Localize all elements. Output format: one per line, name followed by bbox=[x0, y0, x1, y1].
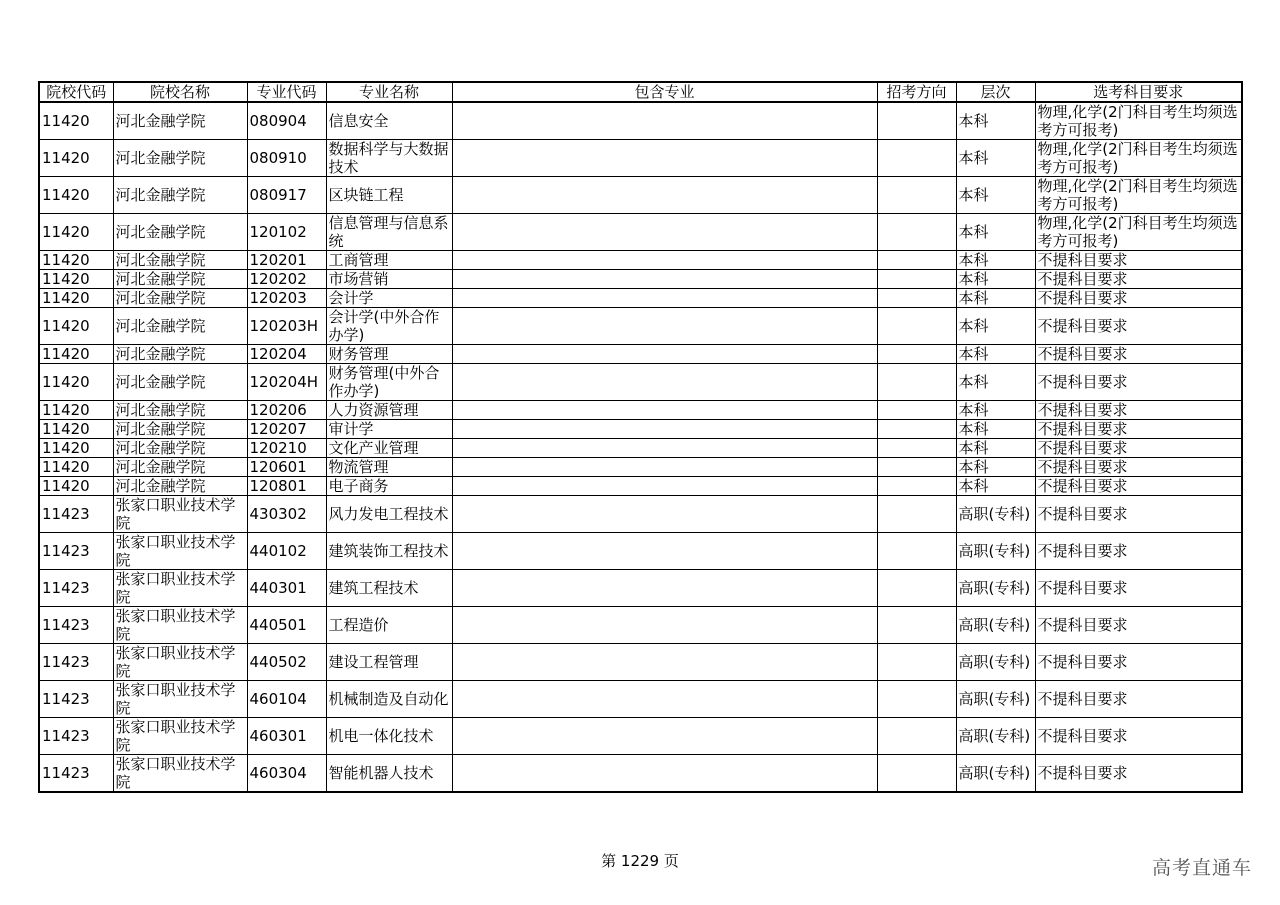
table-row bbox=[39, 439, 1242, 458]
included-majors-cell bbox=[452, 718, 877, 755]
included-majors-cell bbox=[452, 177, 877, 214]
major-code-cell: 440502 bbox=[247, 644, 326, 681]
direction-cell bbox=[877, 570, 956, 607]
included-majors-cell bbox=[452, 681, 877, 718]
included-majors-cell bbox=[452, 439, 877, 458]
school-name-cell: 张家口职业技术学院 bbox=[113, 607, 247, 644]
school-name-cell: 张家口职业技术学院 bbox=[113, 644, 247, 681]
school-code-cell: 11423 bbox=[39, 496, 113, 533]
header-level: 层次 bbox=[956, 82, 1035, 102]
table-row bbox=[39, 214, 1242, 251]
level-cell: 高职(专科) bbox=[956, 496, 1035, 533]
direction-cell bbox=[877, 533, 956, 570]
major-name-cell: 数据科学与大数据技术 bbox=[326, 140, 452, 177]
major-name-cell: 建设工程管理 bbox=[326, 644, 452, 681]
school-name-cell: 河北金融学院 bbox=[113, 140, 247, 177]
table-body bbox=[39, 102, 1242, 792]
school-code-cell: 11420 bbox=[39, 140, 113, 177]
subject-requirement-cell: 不提科目要求 bbox=[1035, 533, 1242, 570]
school-name-cell: 河北金融学院 bbox=[113, 477, 247, 496]
school-code-cell: 11420 bbox=[39, 364, 113, 401]
school-name-cell: 河北金融学院 bbox=[113, 102, 247, 140]
school-name-cell: 河北金融学院 bbox=[113, 177, 247, 214]
table-row bbox=[39, 177, 1242, 214]
subject-requirement-cell: 不提科目要求 bbox=[1035, 270, 1242, 289]
major-code-cell: 120203H bbox=[247, 308, 326, 345]
level-cell: 本科 bbox=[956, 345, 1035, 364]
major-code-cell: 120202 bbox=[247, 270, 326, 289]
school-code-cell: 11420 bbox=[39, 270, 113, 289]
major-name-cell: 风力发电工程技术 bbox=[326, 496, 452, 533]
included-majors-cell bbox=[452, 214, 877, 251]
level-cell: 本科 bbox=[956, 364, 1035, 401]
table-row bbox=[39, 364, 1242, 401]
subject-requirement-cell: 不提科目要求 bbox=[1035, 308, 1242, 345]
level-cell: 本科 bbox=[956, 308, 1035, 345]
major-code-cell: 440301 bbox=[247, 570, 326, 607]
included-majors-cell bbox=[452, 458, 877, 477]
school-code-cell: 11420 bbox=[39, 401, 113, 420]
level-cell: 高职(专科) bbox=[956, 755, 1035, 793]
header-direction: 招考方向 bbox=[877, 82, 956, 102]
major-code-cell: 120210 bbox=[247, 439, 326, 458]
major-name-cell: 文化产业管理 bbox=[326, 439, 452, 458]
admissions-table bbox=[38, 81, 1243, 793]
included-majors-cell bbox=[452, 607, 877, 644]
school-name-cell: 张家口职业技术学院 bbox=[113, 681, 247, 718]
included-majors-cell bbox=[452, 755, 877, 793]
subject-requirement-cell: 不提科目要求 bbox=[1035, 681, 1242, 718]
school-code-cell: 11423 bbox=[39, 570, 113, 607]
level-cell: 高职(专科) bbox=[956, 681, 1035, 718]
direction-cell bbox=[877, 140, 956, 177]
included-majors-cell bbox=[452, 140, 877, 177]
subject-requirement-cell: 物理,化学(2门科目考生均须选考方可报考) bbox=[1035, 214, 1242, 251]
major-code-cell: 080917 bbox=[247, 177, 326, 214]
subject-requirement-cell: 不提科目要求 bbox=[1035, 364, 1242, 401]
major-name-cell: 区块链工程 bbox=[326, 177, 452, 214]
table-row bbox=[39, 140, 1242, 177]
subject-requirement-cell: 不提科目要求 bbox=[1035, 644, 1242, 681]
school-name-cell: 河北金融学院 bbox=[113, 214, 247, 251]
school-name-cell: 张家口职业技术学院 bbox=[113, 755, 247, 793]
subject-requirement-cell: 不提科目要求 bbox=[1035, 345, 1242, 364]
header-included-majors: 包含专业 bbox=[452, 82, 877, 102]
major-code-cell: 460304 bbox=[247, 755, 326, 793]
direction-cell bbox=[877, 102, 956, 140]
major-code-cell: 120203 bbox=[247, 289, 326, 308]
major-name-cell: 财务管理(中外合作办学) bbox=[326, 364, 452, 401]
direction-cell bbox=[877, 401, 956, 420]
major-code-cell: 120201 bbox=[247, 251, 326, 270]
subject-requirement-cell: 不提科目要求 bbox=[1035, 251, 1242, 270]
school-name-cell: 张家口职业技术学院 bbox=[113, 718, 247, 755]
school-code-cell: 11423 bbox=[39, 533, 113, 570]
included-majors-cell bbox=[452, 420, 877, 439]
level-cell: 本科 bbox=[956, 140, 1035, 177]
subject-requirement-cell: 不提科目要求 bbox=[1035, 607, 1242, 644]
level-cell: 本科 bbox=[956, 289, 1035, 308]
school-name-cell: 河北金融学院 bbox=[113, 308, 247, 345]
direction-cell bbox=[877, 458, 956, 477]
included-majors-cell bbox=[452, 345, 877, 364]
page-number: 第 1229 页 bbox=[601, 852, 679, 870]
direction-cell bbox=[877, 681, 956, 718]
header-school-name: 院校名称 bbox=[113, 82, 247, 102]
school-name-cell: 张家口职业技术学院 bbox=[113, 496, 247, 533]
major-name-cell: 电子商务 bbox=[326, 477, 452, 496]
major-name-cell: 物流管理 bbox=[326, 458, 452, 477]
included-majors-cell bbox=[452, 477, 877, 496]
subject-requirement-cell: 物理,化学(2门科目考生均须选考方可报考) bbox=[1035, 177, 1242, 214]
subject-requirement-cell: 不提科目要求 bbox=[1035, 570, 1242, 607]
direction-cell bbox=[877, 364, 956, 401]
level-cell: 高职(专科) bbox=[956, 570, 1035, 607]
school-name-cell: 河北金融学院 bbox=[113, 458, 247, 477]
direction-cell bbox=[877, 607, 956, 644]
school-code-cell: 11420 bbox=[39, 289, 113, 308]
level-cell: 本科 bbox=[956, 177, 1035, 214]
major-name-cell: 会计学 bbox=[326, 289, 452, 308]
direction-cell bbox=[877, 270, 956, 289]
direction-cell bbox=[877, 251, 956, 270]
major-code-cell: 120204 bbox=[247, 345, 326, 364]
included-majors-cell bbox=[452, 644, 877, 681]
major-name-cell: 建筑工程技术 bbox=[326, 570, 452, 607]
level-cell: 高职(专科) bbox=[956, 533, 1035, 570]
table-row bbox=[39, 607, 1242, 644]
table-row bbox=[39, 533, 1242, 570]
school-code-cell: 11423 bbox=[39, 681, 113, 718]
subject-requirement-cell: 物理,化学(2门科目考生均须选考方可报考) bbox=[1035, 140, 1242, 177]
major-name-cell: 审计学 bbox=[326, 420, 452, 439]
school-code-cell: 11420 bbox=[39, 251, 113, 270]
included-majors-cell bbox=[452, 251, 877, 270]
subject-requirement-cell: 不提科目要求 bbox=[1035, 755, 1242, 793]
major-name-cell: 信息管理与信息系统 bbox=[326, 214, 452, 251]
table-row bbox=[39, 477, 1242, 496]
major-code-cell: 120601 bbox=[247, 458, 326, 477]
included-majors-cell bbox=[452, 533, 877, 570]
level-cell: 高职(专科) bbox=[956, 644, 1035, 681]
direction-cell bbox=[877, 477, 956, 496]
direction-cell bbox=[877, 718, 956, 755]
major-code-cell: 460301 bbox=[247, 718, 326, 755]
major-code-cell: 120207 bbox=[247, 420, 326, 439]
direction-cell bbox=[877, 644, 956, 681]
major-name-cell: 人力资源管理 bbox=[326, 401, 452, 420]
table-row bbox=[39, 102, 1242, 140]
direction-cell bbox=[877, 345, 956, 364]
level-cell: 本科 bbox=[956, 401, 1035, 420]
school-name-cell: 河北金融学院 bbox=[113, 289, 247, 308]
level-cell: 高职(专科) bbox=[956, 718, 1035, 755]
table-row bbox=[39, 681, 1242, 718]
major-name-cell: 智能机器人技术 bbox=[326, 755, 452, 793]
table-row bbox=[39, 718, 1242, 755]
school-code-cell: 11420 bbox=[39, 477, 113, 496]
major-name-cell: 工商管理 bbox=[326, 251, 452, 270]
school-code-cell: 11420 bbox=[39, 458, 113, 477]
school-name-cell: 河北金融学院 bbox=[113, 401, 247, 420]
direction-cell bbox=[877, 496, 956, 533]
major-code-cell: 120102 bbox=[247, 214, 326, 251]
subject-requirement-cell: 不提科目要求 bbox=[1035, 420, 1242, 439]
school-name-cell: 河北金融学院 bbox=[113, 251, 247, 270]
included-majors-cell bbox=[452, 496, 877, 533]
direction-cell bbox=[877, 214, 956, 251]
major-code-cell: 080910 bbox=[247, 140, 326, 177]
included-majors-cell bbox=[452, 289, 877, 308]
header-major-name: 专业名称 bbox=[326, 82, 452, 102]
table-row bbox=[39, 308, 1242, 345]
major-name-cell: 工程造价 bbox=[326, 607, 452, 644]
included-majors-cell bbox=[452, 102, 877, 140]
direction-cell bbox=[877, 177, 956, 214]
level-cell: 本科 bbox=[956, 477, 1035, 496]
subject-requirement-cell: 不提科目要求 bbox=[1035, 401, 1242, 420]
major-code-cell: 120204H bbox=[247, 364, 326, 401]
watermark: 高考直通车 bbox=[1151, 857, 1252, 879]
included-majors-cell bbox=[452, 570, 877, 607]
major-code-cell: 440102 bbox=[247, 533, 326, 570]
subject-requirement-cell: 不提科目要求 bbox=[1035, 289, 1242, 308]
school-code-cell: 11423 bbox=[39, 718, 113, 755]
included-majors-cell bbox=[452, 270, 877, 289]
school-name-cell: 河北金融学院 bbox=[113, 364, 247, 401]
school-name-cell: 张家口职业技术学院 bbox=[113, 533, 247, 570]
table-row bbox=[39, 401, 1242, 420]
school-code-cell: 11420 bbox=[39, 102, 113, 140]
included-majors-cell bbox=[452, 308, 877, 345]
major-name-cell: 机械制造及自动化 bbox=[326, 681, 452, 718]
school-name-cell: 河北金融学院 bbox=[113, 439, 247, 458]
subject-requirement-cell: 不提科目要求 bbox=[1035, 718, 1242, 755]
level-cell: 本科 bbox=[956, 102, 1035, 140]
major-name-cell: 市场营销 bbox=[326, 270, 452, 289]
direction-cell bbox=[877, 755, 956, 793]
subject-requirement-cell: 不提科目要求 bbox=[1035, 496, 1242, 533]
major-code-cell: 120206 bbox=[247, 401, 326, 420]
included-majors-cell bbox=[452, 401, 877, 420]
table-row bbox=[39, 755, 1242, 793]
school-code-cell: 11420 bbox=[39, 308, 113, 345]
table-row bbox=[39, 570, 1242, 607]
school-code-cell: 11420 bbox=[39, 420, 113, 439]
level-cell: 本科 bbox=[956, 251, 1035, 270]
header-row bbox=[39, 82, 1242, 102]
level-cell: 本科 bbox=[956, 270, 1035, 289]
level-cell: 本科 bbox=[956, 458, 1035, 477]
school-name-cell: 张家口职业技术学院 bbox=[113, 570, 247, 607]
included-majors-cell bbox=[452, 364, 877, 401]
school-name-cell: 河北金融学院 bbox=[113, 420, 247, 439]
major-code-cell: 430302 bbox=[247, 496, 326, 533]
table-row bbox=[39, 496, 1242, 533]
school-code-cell: 11423 bbox=[39, 755, 113, 793]
table-row bbox=[39, 644, 1242, 681]
level-cell: 本科 bbox=[956, 439, 1035, 458]
school-name-cell: 河北金融学院 bbox=[113, 270, 247, 289]
school-code-cell: 11420 bbox=[39, 345, 113, 364]
major-name-cell: 信息安全 bbox=[326, 102, 452, 140]
level-cell: 高职(专科) bbox=[956, 607, 1035, 644]
school-name-cell: 河北金融学院 bbox=[113, 345, 247, 364]
major-name-cell: 建筑装饰工程技术 bbox=[326, 533, 452, 570]
school-code-cell: 11420 bbox=[39, 439, 113, 458]
subject-requirement-cell: 不提科目要求 bbox=[1035, 477, 1242, 496]
direction-cell bbox=[877, 308, 956, 345]
major-code-cell: 460104 bbox=[247, 681, 326, 718]
table-row bbox=[39, 251, 1242, 270]
direction-cell bbox=[877, 439, 956, 458]
subject-requirement-cell: 物理,化学(2门科目考生均须选考方可报考) bbox=[1035, 102, 1242, 140]
school-code-cell: 11420 bbox=[39, 214, 113, 251]
header-major-code: 专业代码 bbox=[247, 82, 326, 102]
major-code-cell: 120801 bbox=[247, 477, 326, 496]
school-code-cell: 11423 bbox=[39, 607, 113, 644]
major-code-cell: 080904 bbox=[247, 102, 326, 140]
major-name-cell: 机电一体化技术 bbox=[326, 718, 452, 755]
table-row bbox=[39, 420, 1242, 439]
major-code-cell: 440501 bbox=[247, 607, 326, 644]
header-subject-requirement: 选考科目要求 bbox=[1035, 82, 1242, 102]
major-name-cell: 会计学(中外合作办学) bbox=[326, 308, 452, 345]
table-row bbox=[39, 289, 1242, 308]
level-cell: 本科 bbox=[956, 214, 1035, 251]
header-school-code: 院校代码 bbox=[39, 82, 113, 102]
table-row bbox=[39, 458, 1242, 477]
direction-cell bbox=[877, 289, 956, 308]
school-code-cell: 11420 bbox=[39, 177, 113, 214]
school-code-cell: 11423 bbox=[39, 644, 113, 681]
subject-requirement-cell: 不提科目要求 bbox=[1035, 458, 1242, 477]
table-row bbox=[39, 345, 1242, 364]
table-row bbox=[39, 270, 1242, 289]
major-name-cell: 财务管理 bbox=[326, 345, 452, 364]
level-cell: 本科 bbox=[956, 420, 1035, 439]
subject-requirement-cell: 不提科目要求 bbox=[1035, 439, 1242, 458]
direction-cell bbox=[877, 420, 956, 439]
